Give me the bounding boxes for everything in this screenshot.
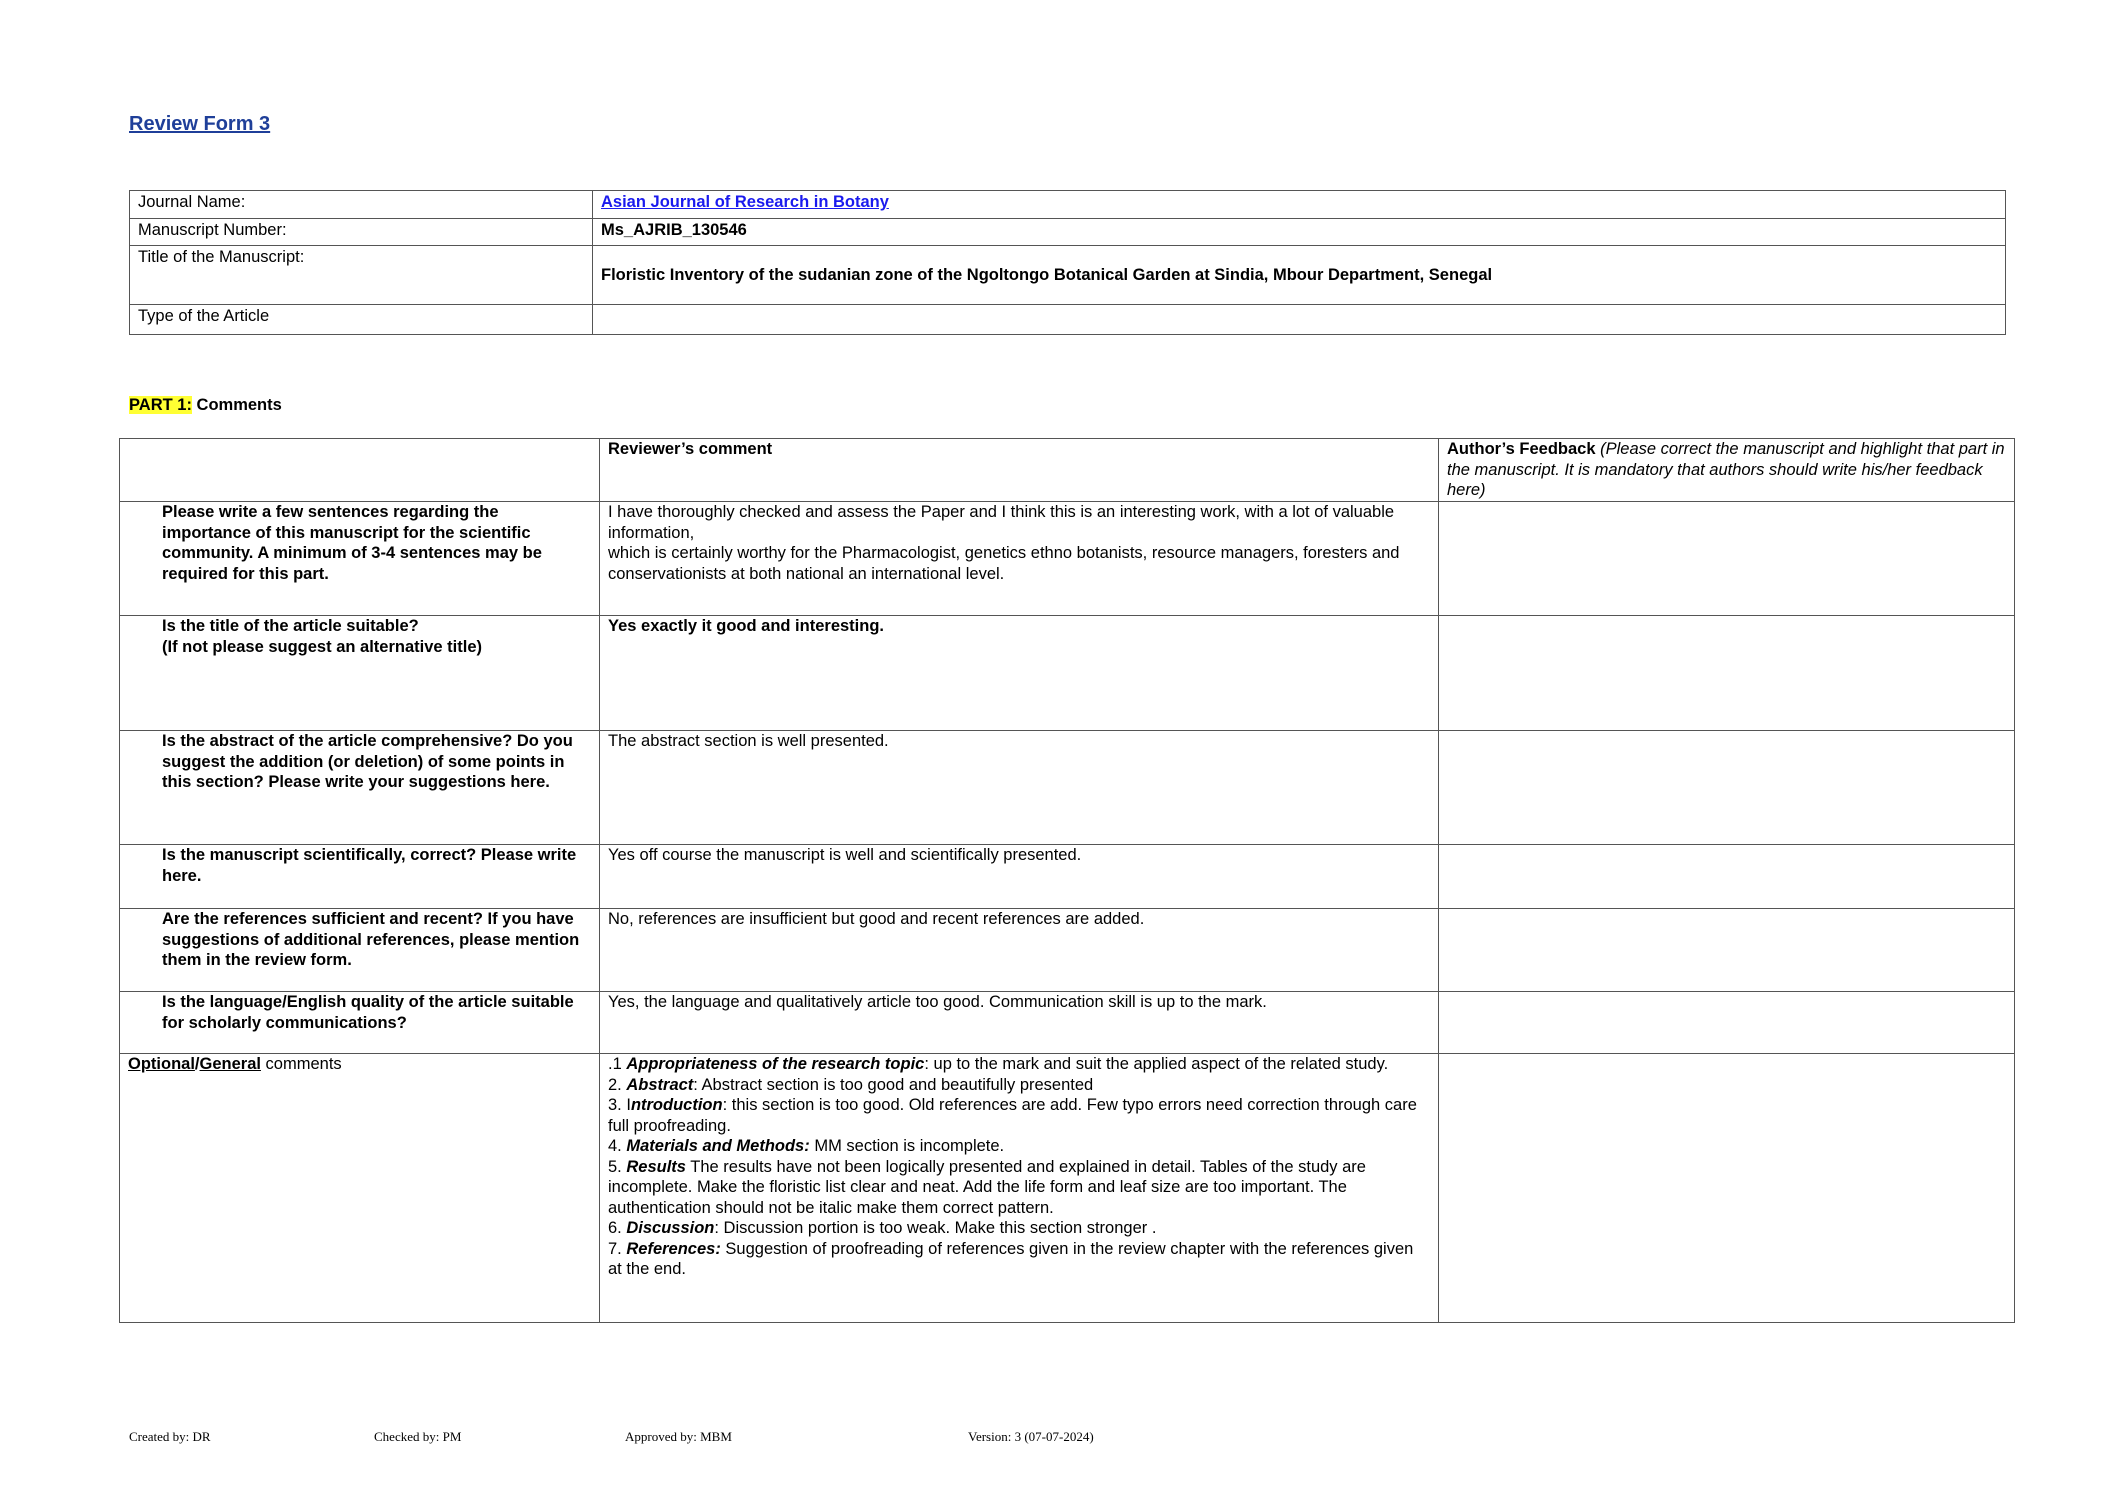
optional-comment-item (608, 1075, 1430, 1096)
optional-comment-item (608, 1239, 1430, 1280)
reviewer-comment: Yes off course the manuscript is well and scientifically presented. (600, 845, 1439, 909)
item-head: ntroduction (630, 1096, 723, 1114)
journal-row (130, 191, 2006, 219)
manuscript-number-value: Ms_AJRIB_130546 (593, 219, 2006, 246)
item-prefix: 4. (608, 1137, 627, 1155)
author-feedback-cell[interactable] (1439, 616, 2015, 731)
optional-label: Optional (128, 1055, 195, 1073)
optional-comment-item (608, 1218, 1430, 1239)
author-feedback-cell[interactable] (1439, 992, 2015, 1054)
manuscript-info-table (129, 190, 2006, 335)
item-text: Suggestion of proofreading of references given in the review chapter with the references given at the end. (608, 1239, 1414, 1278)
item-head: Materials and Methods: (626, 1137, 810, 1155)
question-text: Please write a few sentences regarding the importance of this manuscript for the scientific community. A minimum of 3-4 sentences may be required for this part. (120, 502, 600, 616)
author-feedback-cell[interactable] (1439, 731, 2015, 845)
article-type-label: Type of the Article (130, 305, 593, 335)
manuscript-title-label: Title of the Manuscript: (130, 246, 593, 305)
reviewer-comment: I have thoroughly checked and assess the Paper and I think this is an interesting work, with a lot of valuable information, which is certainly worthy for the Pharmacologist, genetics ethno botanists, resource managers, foresters and conservationists at both national an international level. (600, 502, 1439, 616)
item-head: Results (626, 1157, 686, 1176)
item-text: : this section is too good. Old references are add. Few typo errors need correction through care full proofreading. (608, 1096, 1417, 1135)
item-prefix: 3. I (608, 1096, 631, 1114)
item-head: Discussion (626, 1219, 715, 1237)
question-text: Is the abstract of the article comprehensive? Do you suggest the addition (or deletion) of some points in this section? Please write your suggestions here. (120, 731, 600, 845)
reviewer-comment: Yes exactly it good and interesting. (600, 616, 1439, 731)
label-separator: / (194, 1055, 200, 1073)
item-prefix: 5. (608, 1157, 627, 1176)
manuscript-number-row (130, 219, 2006, 246)
comments-table (119, 438, 2015, 1323)
item-prefix: 6. (608, 1219, 627, 1237)
manuscript-title-value: Floristic Inventory of the sudanian zone of the Ngoltongo Botanical Garden at Sindia, Mbour Department, Senegal (593, 246, 2006, 305)
author-feedback-cell[interactable] (1439, 845, 2015, 909)
article-type-row (130, 305, 2006, 335)
optional-comments-row (120, 1054, 2015, 1323)
comment-row (120, 845, 2015, 909)
author-feedback-cell[interactable] (1439, 502, 2015, 616)
item-head: Appropriateness of the research topic (626, 1055, 925, 1073)
footer-checked: Checked by: PM (374, 1429, 462, 1444)
question-text: Are the references sufficient and recent? If you have suggestions of additional references, please mention them in the review form. (120, 909, 600, 992)
general-label: General (199, 1055, 261, 1073)
optional-comment-item (608, 1054, 1430, 1075)
empty-header-cell (120, 439, 600, 502)
comment-row (120, 909, 2015, 992)
question-text: Is the title of the article suitable? (If not please suggest an alternative title) (120, 616, 600, 731)
footer-approved: Approved by: MBM (625, 1429, 732, 1444)
reviewer-comment-header: Reviewer’s comment (600, 439, 1439, 502)
item-head: References: (626, 1239, 721, 1258)
item-text: The results have not been logically presented and explained in detail. Tables of the study are incomplete. Make the floristic list clear and neat. Add the life form and leaf size are too important. The authentication should not be italic make them correct pattern. (608, 1157, 1366, 1217)
footer-created: Created by: DR (129, 1429, 211, 1444)
question-text: Is the language/English quality of the article suitable for scholarly communications? (120, 992, 600, 1054)
item-prefix: 2. (608, 1075, 627, 1094)
part-title: Comments (191, 396, 282, 414)
author-feedback-header (1439, 439, 2015, 502)
reviewer-comment: The abstract section is well presented. (600, 731, 1439, 845)
question-text: Is the manuscript scientifically, correct? Please write here. (120, 845, 600, 909)
manuscript-title-row (130, 246, 2006, 305)
optional-comment-item (608, 1157, 1430, 1219)
optional-comments-text (600, 1054, 1439, 1323)
item-text: : Discussion portion is too weak. Make this section stronger . (714, 1219, 1157, 1237)
comments-label: comments (260, 1055, 342, 1073)
item-text: : up to the mark and suit the applied aspect of the related study. (924, 1055, 1389, 1073)
item-head: Abstract (626, 1075, 694, 1094)
optional-comment-item (608, 1136, 1430, 1157)
journal-link[interactable]: Asian Journal of Research in Botany (601, 193, 889, 211)
comment-row (120, 992, 2015, 1054)
part-heading (129, 396, 282, 415)
reviewer-comment: No, references are insufficient but good and recent references are added. (600, 909, 1439, 992)
comments-header-row (120, 439, 2015, 502)
article-type-value[interactable] (593, 305, 2006, 335)
item-text: MM section is incomplete. (809, 1137, 1005, 1155)
manuscript-number-label: Manuscript Number: (130, 219, 593, 246)
optional-feedback-cell[interactable] (1439, 1054, 2015, 1323)
author-feedback-note: (Please correct the manuscript and highlight that part in the manuscript. It is mandatory that authors should write his/her feedback here) (1447, 440, 2005, 499)
comment-row (120, 502, 2015, 616)
author-feedback-title: Author’s Feedback (1447, 440, 1596, 458)
form-title: Review Form 3 (129, 113, 271, 135)
part-label: PART 1: (129, 396, 192, 414)
optional-comment-item (608, 1095, 1430, 1136)
author-feedback-cell[interactable] (1439, 909, 2015, 992)
optional-comments-label (120, 1054, 600, 1323)
comment-row (120, 616, 2015, 731)
item-prefix: 7. (608, 1239, 627, 1258)
reviewer-comment: Yes, the language and qualitatively article too good. Communication skill is up to the mark. (600, 992, 1439, 1054)
comment-row (120, 731, 2015, 845)
journal-label: Journal Name: (130, 191, 593, 219)
item-prefix: .1 (608, 1055, 627, 1073)
footer-version: Version: 3 (07-07-2024) (968, 1429, 1094, 1444)
item-text: : Abstract section is too good and beautifully presented (693, 1075, 1094, 1094)
